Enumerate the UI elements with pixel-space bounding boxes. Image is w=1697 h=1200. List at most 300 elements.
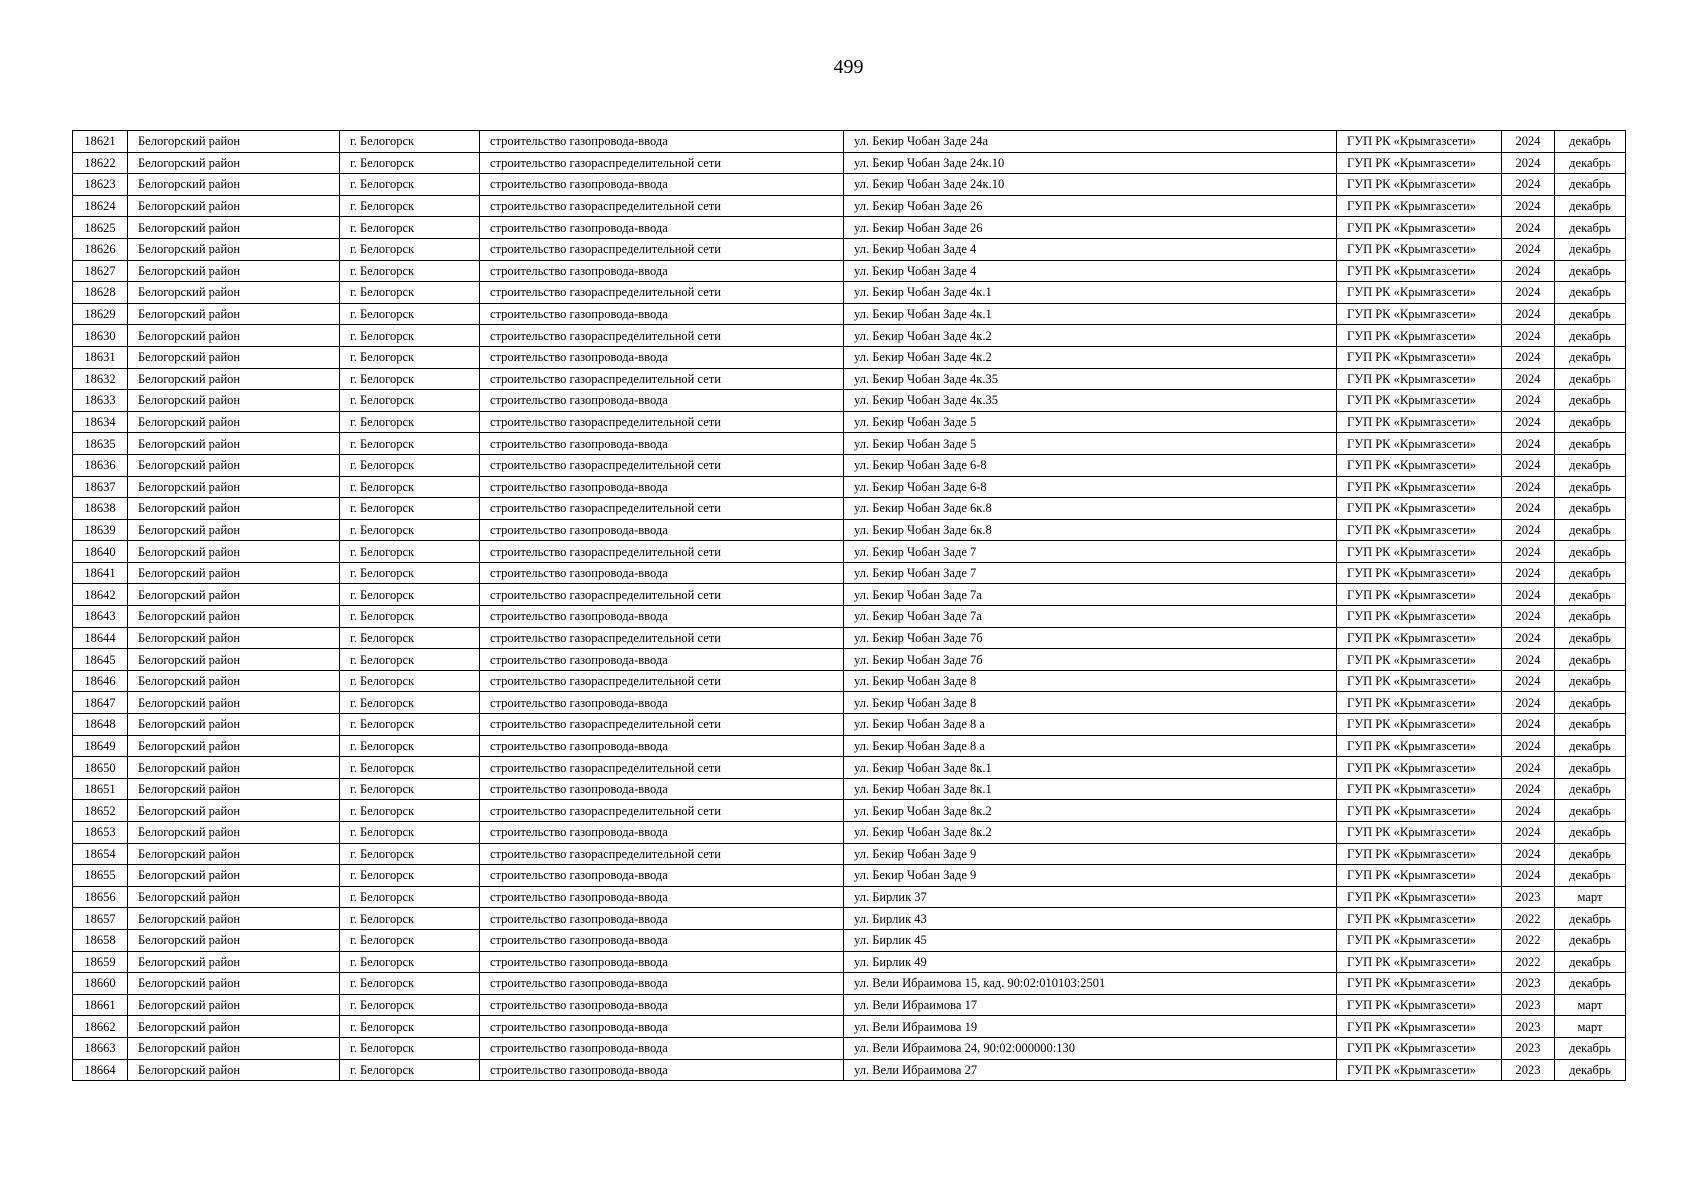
month-cell: декабрь bbox=[1555, 973, 1626, 995]
organization-cell: ГУП РК «Крымгазсети» bbox=[1337, 131, 1502, 153]
table-row bbox=[73, 195, 1626, 217]
work-type-cell: строительство газопровода-ввода bbox=[480, 217, 844, 239]
month-cell: декабрь bbox=[1555, 411, 1626, 433]
city-cell: г. Белогорск bbox=[340, 822, 480, 844]
district-cell: Белогорский район bbox=[128, 670, 340, 692]
city-cell: г. Белогорск bbox=[340, 627, 480, 649]
address-cell: ул. Бекир Чобан Заде 26 bbox=[844, 195, 1337, 217]
organization-cell: ГУП РК «Крымгазсети» bbox=[1337, 584, 1502, 606]
city-cell: г. Белогорск bbox=[340, 843, 480, 865]
month-cell: декабрь bbox=[1555, 692, 1626, 714]
month-cell: декабрь bbox=[1555, 346, 1626, 368]
address-cell: ул. Бекир Чобан Заде 24к.10 bbox=[844, 174, 1337, 196]
month-cell: декабрь bbox=[1555, 1037, 1626, 1059]
district-cell: Белогорский район bbox=[128, 131, 340, 153]
organization-cell: ГУП РК «Крымгазсети» bbox=[1337, 174, 1502, 196]
year-cell: 2023 bbox=[1502, 1059, 1555, 1081]
work-type-cell: строительство газопровода-ввода bbox=[480, 303, 844, 325]
table-row bbox=[73, 973, 1626, 995]
month-cell: декабрь bbox=[1555, 152, 1626, 174]
year-cell: 2024 bbox=[1502, 152, 1555, 174]
address-cell: ул. Бекир Чобан Заде 7 bbox=[844, 562, 1337, 584]
month-cell: декабрь bbox=[1555, 606, 1626, 628]
address-cell: ул. Бекир Чобан Заде 8к.1 bbox=[844, 778, 1337, 800]
organization-cell: ГУП РК «Крымгазсети» bbox=[1337, 541, 1502, 563]
month-cell: декабрь bbox=[1555, 843, 1626, 865]
table-row bbox=[73, 627, 1626, 649]
work-type-cell: строительство газопровода-ввода bbox=[480, 260, 844, 282]
table-row bbox=[73, 1016, 1626, 1038]
year-cell: 2024 bbox=[1502, 843, 1555, 865]
address-cell: ул. Бекир Чобан Заде 6к.8 bbox=[844, 519, 1337, 541]
year-cell: 2024 bbox=[1502, 368, 1555, 390]
city-cell: г. Белогорск bbox=[340, 951, 480, 973]
work-type-cell: строительство газораспределительной сети bbox=[480, 541, 844, 563]
district-cell: Белогорский район bbox=[128, 519, 340, 541]
address-cell: ул. Бекир Чобан Заде 7а bbox=[844, 606, 1337, 628]
address-cell: ул. Бирлик 45 bbox=[844, 929, 1337, 951]
month-cell: декабрь bbox=[1555, 865, 1626, 887]
table-row bbox=[73, 649, 1626, 671]
address-cell: ул. Бекир Чобан Заде 8к.2 bbox=[844, 800, 1337, 822]
city-cell: г. Белогорск bbox=[340, 778, 480, 800]
row-number: 18660 bbox=[73, 973, 128, 995]
organization-cell: ГУП РК «Крымгазсети» bbox=[1337, 260, 1502, 282]
work-type-cell: строительство газопровода-ввода bbox=[480, 519, 844, 541]
work-type-cell: строительство газораспределительной сети bbox=[480, 411, 844, 433]
work-type-cell: строительство газораспределительной сети bbox=[480, 670, 844, 692]
table-row bbox=[73, 670, 1626, 692]
district-cell: Белогорский район bbox=[128, 346, 340, 368]
organization-cell: ГУП РК «Крымгазсети» bbox=[1337, 454, 1502, 476]
district-cell: Белогорский район bbox=[128, 260, 340, 282]
table-row bbox=[73, 886, 1626, 908]
row-number: 18633 bbox=[73, 390, 128, 412]
city-cell: г. Белогорск bbox=[340, 411, 480, 433]
work-type-cell: строительство газораспределительной сети bbox=[480, 627, 844, 649]
organization-cell: ГУП РК «Крымгазсети» bbox=[1337, 908, 1502, 930]
year-cell: 2023 bbox=[1502, 994, 1555, 1016]
month-cell: декабрь bbox=[1555, 1059, 1626, 1081]
month-cell: декабрь bbox=[1555, 822, 1626, 844]
address-cell: ул. Бекир Чобан Заде 8 а bbox=[844, 735, 1337, 757]
row-number: 18631 bbox=[73, 346, 128, 368]
table-row bbox=[73, 282, 1626, 304]
city-cell: г. Белогорск bbox=[340, 454, 480, 476]
address-cell: ул. Вели Ибраимова 27 bbox=[844, 1059, 1337, 1081]
city-cell: г. Белогорск bbox=[340, 282, 480, 304]
work-type-cell: строительство газопровода-ввода bbox=[480, 929, 844, 951]
address-cell: ул. Бекир Чобан Заде 4к.35 bbox=[844, 390, 1337, 412]
address-cell: ул. Вели Ибраимова 17 bbox=[844, 994, 1337, 1016]
organization-cell: ГУП РК «Крымгазсети» bbox=[1337, 886, 1502, 908]
table-row bbox=[73, 260, 1626, 282]
table-row bbox=[73, 325, 1626, 347]
year-cell: 2024 bbox=[1502, 282, 1555, 304]
work-type-cell: строительство газопровода-ввода bbox=[480, 1016, 844, 1038]
district-cell: Белогорский район bbox=[128, 778, 340, 800]
city-cell: г. Белогорск bbox=[340, 1016, 480, 1038]
row-number: 18630 bbox=[73, 325, 128, 347]
city-cell: г. Белогорск bbox=[340, 217, 480, 239]
district-cell: Белогорский район bbox=[128, 368, 340, 390]
district-cell: Белогорский район bbox=[128, 195, 340, 217]
city-cell: г. Белогорск bbox=[340, 714, 480, 736]
city-cell: г. Белогорск bbox=[340, 670, 480, 692]
row-number: 18663 bbox=[73, 1037, 128, 1059]
month-cell: декабрь bbox=[1555, 735, 1626, 757]
organization-cell: ГУП РК «Крымгазсети» bbox=[1337, 238, 1502, 260]
work-type-cell: строительство газораспределительной сети bbox=[480, 368, 844, 390]
organization-cell: ГУП РК «Крымгазсети» bbox=[1337, 778, 1502, 800]
year-cell: 2024 bbox=[1502, 174, 1555, 196]
year-cell: 2024 bbox=[1502, 325, 1555, 347]
row-number: 18656 bbox=[73, 886, 128, 908]
district-cell: Белогорский район bbox=[128, 714, 340, 736]
work-type-cell: строительство газопровода-ввода bbox=[480, 562, 844, 584]
address-cell: ул. Бекир Чобан Заде 6к.8 bbox=[844, 498, 1337, 520]
district-cell: Белогорский район bbox=[128, 865, 340, 887]
year-cell: 2022 bbox=[1502, 908, 1555, 930]
address-cell: ул. Бекир Чобан Заде 9 bbox=[844, 843, 1337, 865]
work-type-cell: строительство газопровода-ввода bbox=[480, 822, 844, 844]
month-cell: декабрь bbox=[1555, 800, 1626, 822]
work-type-cell: строительство газопровода-ввода bbox=[480, 174, 844, 196]
city-cell: г. Белогорск bbox=[340, 1037, 480, 1059]
year-cell: 2024 bbox=[1502, 800, 1555, 822]
year-cell: 2024 bbox=[1502, 476, 1555, 498]
city-cell: г. Белогорск bbox=[340, 476, 480, 498]
row-number: 18636 bbox=[73, 454, 128, 476]
row-number: 18632 bbox=[73, 368, 128, 390]
district-cell: Белогорский район bbox=[128, 433, 340, 455]
district-cell: Белогорский район bbox=[128, 951, 340, 973]
work-type-cell: строительство газопровода-ввода bbox=[480, 390, 844, 412]
work-type-cell: строительство газораспределительной сети bbox=[480, 843, 844, 865]
city-cell: г. Белогорск bbox=[340, 908, 480, 930]
district-cell: Белогорский район bbox=[128, 692, 340, 714]
year-cell: 2023 bbox=[1502, 1037, 1555, 1059]
city-cell: г. Белогорск bbox=[340, 584, 480, 606]
table-row bbox=[73, 217, 1626, 239]
month-cell: март bbox=[1555, 886, 1626, 908]
organization-cell: ГУП РК «Крымгазсети» bbox=[1337, 433, 1502, 455]
city-cell: г. Белогорск bbox=[340, 649, 480, 671]
row-number: 18650 bbox=[73, 757, 128, 779]
work-type-cell: строительство газопровода-ввода bbox=[480, 1037, 844, 1059]
address-cell: ул. Вели Ибраимова 15, кад. 90:02:010103:2501 bbox=[844, 973, 1337, 995]
address-cell: ул. Бекир Чобан Заде 5 bbox=[844, 411, 1337, 433]
city-cell: г. Белогорск bbox=[340, 929, 480, 951]
year-cell: 2024 bbox=[1502, 195, 1555, 217]
row-number: 18629 bbox=[73, 303, 128, 325]
table-row bbox=[73, 303, 1626, 325]
table-row bbox=[73, 152, 1626, 174]
row-number: 18652 bbox=[73, 800, 128, 822]
district-cell: Белогорский район bbox=[128, 1016, 340, 1038]
district-cell: Белогорский район bbox=[128, 886, 340, 908]
work-type-cell: строительство газопровода-ввода bbox=[480, 131, 844, 153]
district-cell: Белогорский район bbox=[128, 584, 340, 606]
address-cell: ул. Бекир Чобан Заде 8 bbox=[844, 692, 1337, 714]
work-type-cell: строительство газопровода-ввода bbox=[480, 994, 844, 1016]
organization-cell: ГУП РК «Крымгазсети» bbox=[1337, 282, 1502, 304]
row-number: 18642 bbox=[73, 584, 128, 606]
organization-cell: ГУП РК «Крымгазсети» bbox=[1337, 195, 1502, 217]
month-cell: декабрь bbox=[1555, 929, 1626, 951]
month-cell: декабрь bbox=[1555, 649, 1626, 671]
city-cell: г. Белогорск bbox=[340, 174, 480, 196]
table-row bbox=[73, 714, 1626, 736]
organization-cell: ГУП РК «Крымгазсети» bbox=[1337, 843, 1502, 865]
city-cell: г. Белогорск bbox=[340, 390, 480, 412]
city-cell: г. Белогорск bbox=[340, 541, 480, 563]
district-cell: Белогорский район bbox=[128, 238, 340, 260]
row-number: 18641 bbox=[73, 562, 128, 584]
year-cell: 2024 bbox=[1502, 131, 1555, 153]
month-cell: декабрь bbox=[1555, 908, 1626, 930]
row-number: 18649 bbox=[73, 735, 128, 757]
city-cell: г. Белогорск bbox=[340, 800, 480, 822]
month-cell: март bbox=[1555, 994, 1626, 1016]
year-cell: 2024 bbox=[1502, 238, 1555, 260]
month-cell: декабрь bbox=[1555, 714, 1626, 736]
year-cell: 2024 bbox=[1502, 670, 1555, 692]
month-cell: декабрь bbox=[1555, 951, 1626, 973]
row-number: 18655 bbox=[73, 865, 128, 887]
table-row bbox=[73, 951, 1626, 973]
city-cell: г. Белогорск bbox=[340, 735, 480, 757]
address-cell: ул. Бекир Чобан Заде 7б bbox=[844, 627, 1337, 649]
month-cell: декабрь bbox=[1555, 325, 1626, 347]
work-type-cell: строительство газораспределительной сети bbox=[480, 454, 844, 476]
district-cell: Белогорский район bbox=[128, 325, 340, 347]
organization-cell: ГУП РК «Крымгазсети» bbox=[1337, 670, 1502, 692]
page-number: 499 bbox=[833, 56, 864, 78]
district-cell: Белогорский район bbox=[128, 303, 340, 325]
year-cell: 2024 bbox=[1502, 303, 1555, 325]
year-cell: 2024 bbox=[1502, 584, 1555, 606]
city-cell: г. Белогорск bbox=[340, 346, 480, 368]
address-cell: ул. Бекир Чобан Заде 26 bbox=[844, 217, 1337, 239]
city-cell: г. Белогорск bbox=[340, 238, 480, 260]
work-type-cell: строительство газораспределительной сети bbox=[480, 195, 844, 217]
address-cell: ул. Бекир Чобан Заде 4к.1 bbox=[844, 303, 1337, 325]
row-number: 18635 bbox=[73, 433, 128, 455]
work-type-cell: строительство газопровода-ввода bbox=[480, 908, 844, 930]
city-cell: г. Белогорск bbox=[340, 973, 480, 995]
year-cell: 2024 bbox=[1502, 735, 1555, 757]
organization-cell: ГУП РК «Крымгазсети» bbox=[1337, 994, 1502, 1016]
organization-cell: ГУП РК «Крымгазсети» bbox=[1337, 1037, 1502, 1059]
organization-cell: ГУП РК «Крымгазсети» bbox=[1337, 390, 1502, 412]
work-type-cell: строительство газораспределительной сети bbox=[480, 282, 844, 304]
row-number: 18634 bbox=[73, 411, 128, 433]
work-type-cell: строительство газопровода-ввода bbox=[480, 1059, 844, 1081]
organization-cell: ГУП РК «Крымгазсети» bbox=[1337, 929, 1502, 951]
address-cell: ул. Бирлик 49 bbox=[844, 951, 1337, 973]
month-cell: декабрь bbox=[1555, 368, 1626, 390]
organization-cell: ГУП РК «Крымгазсети» bbox=[1337, 822, 1502, 844]
row-number: 18647 bbox=[73, 692, 128, 714]
year-cell: 2024 bbox=[1502, 627, 1555, 649]
year-cell: 2024 bbox=[1502, 260, 1555, 282]
district-cell: Белогорский район bbox=[128, 476, 340, 498]
district-cell: Белогорский район bbox=[128, 1037, 340, 1059]
row-number: 18662 bbox=[73, 1016, 128, 1038]
row-number: 18628 bbox=[73, 282, 128, 304]
district-cell: Белогорский район bbox=[128, 822, 340, 844]
district-cell: Белогорский район bbox=[128, 843, 340, 865]
month-cell: декабрь bbox=[1555, 260, 1626, 282]
table-row bbox=[73, 174, 1626, 196]
organization-cell: ГУП РК «Крымгазсети» bbox=[1337, 519, 1502, 541]
row-number: 18654 bbox=[73, 843, 128, 865]
address-cell: ул. Бекир Чобан Заде 7 bbox=[844, 541, 1337, 563]
work-type-cell: строительство газораспределительной сети bbox=[480, 714, 844, 736]
city-cell: г. Белогорск bbox=[340, 303, 480, 325]
year-cell: 2024 bbox=[1502, 692, 1555, 714]
district-cell: Белогорский район bbox=[128, 174, 340, 196]
organization-cell: ГУП РК «Крымгазсети» bbox=[1337, 368, 1502, 390]
address-cell: ул. Вели Ибраимова 24, 90:02:000000:130 bbox=[844, 1037, 1337, 1059]
table-row bbox=[73, 411, 1626, 433]
organization-cell: ГУП РК «Крымгазсети» bbox=[1337, 800, 1502, 822]
address-cell: ул. Бекир Чобан Заде 4 bbox=[844, 260, 1337, 282]
organization-cell: ГУП РК «Крымгазсети» bbox=[1337, 1016, 1502, 1038]
month-cell: декабрь bbox=[1555, 476, 1626, 498]
row-number: 18627 bbox=[73, 260, 128, 282]
year-cell: 2023 bbox=[1502, 973, 1555, 995]
city-cell: г. Белогорск bbox=[340, 865, 480, 887]
organization-cell: ГУП РК «Крымгазсети» bbox=[1337, 325, 1502, 347]
table-row bbox=[73, 368, 1626, 390]
month-cell: декабрь bbox=[1555, 670, 1626, 692]
row-number: 18658 bbox=[73, 929, 128, 951]
row-number: 18639 bbox=[73, 519, 128, 541]
table-row bbox=[73, 929, 1626, 951]
district-cell: Белогорский район bbox=[128, 541, 340, 563]
address-cell: ул. Бекир Чобан Заде 4 bbox=[844, 238, 1337, 260]
table-row bbox=[73, 541, 1626, 563]
organization-cell: ГУП РК «Крымгазсети» bbox=[1337, 692, 1502, 714]
city-cell: г. Белогорск bbox=[340, 692, 480, 714]
work-type-cell: строительство газопровода-ввода bbox=[480, 649, 844, 671]
city-cell: г. Белогорск bbox=[340, 757, 480, 779]
address-cell: ул. Бекир Чобан Заде 8к.1 bbox=[844, 757, 1337, 779]
table-row bbox=[73, 692, 1626, 714]
row-number: 18626 bbox=[73, 238, 128, 260]
district-cell: Белогорский район bbox=[128, 800, 340, 822]
work-type-cell: строительство газопровода-ввода bbox=[480, 951, 844, 973]
work-type-cell: строительство газораспределительной сети bbox=[480, 325, 844, 347]
month-cell: декабрь bbox=[1555, 195, 1626, 217]
organization-cell: ГУП РК «Крымгазсети» bbox=[1337, 562, 1502, 584]
organization-cell: ГУП РК «Крымгазсети» bbox=[1337, 346, 1502, 368]
work-type-cell: строительство газораспределительной сети bbox=[480, 498, 844, 520]
work-type-cell: строительство газопровода-ввода bbox=[480, 778, 844, 800]
organization-cell: ГУП РК «Крымгазсети» bbox=[1337, 152, 1502, 174]
table-row bbox=[73, 994, 1626, 1016]
table-row bbox=[73, 800, 1626, 822]
organization-cell: ГУП РК «Крымгазсети» bbox=[1337, 865, 1502, 887]
year-cell: 2024 bbox=[1502, 649, 1555, 671]
address-cell: ул. Бекир Чобан Заде 7б bbox=[844, 649, 1337, 671]
organization-cell: ГУП РК «Крымгазсети» bbox=[1337, 303, 1502, 325]
year-cell: 2024 bbox=[1502, 390, 1555, 412]
address-cell: ул. Бекир Чобан Заде 24а bbox=[844, 131, 1337, 153]
table-row bbox=[73, 454, 1626, 476]
district-cell: Белогорский район bbox=[128, 735, 340, 757]
address-cell: ул. Бекир Чобан Заде 7а bbox=[844, 584, 1337, 606]
year-cell: 2022 bbox=[1502, 929, 1555, 951]
district-cell: Белогорский район bbox=[128, 973, 340, 995]
row-number: 18644 bbox=[73, 627, 128, 649]
table-row bbox=[73, 238, 1626, 260]
row-number: 18651 bbox=[73, 778, 128, 800]
work-type-cell: строительство газопровода-ввода bbox=[480, 692, 844, 714]
district-cell: Белогорский район bbox=[128, 390, 340, 412]
district-cell: Белогорский район bbox=[128, 929, 340, 951]
address-cell: ул. Бекир Чобан Заде 8 а bbox=[844, 714, 1337, 736]
table-row bbox=[73, 562, 1626, 584]
table-row bbox=[73, 476, 1626, 498]
row-number: 18640 bbox=[73, 541, 128, 563]
address-cell: ул. Бекир Чобан Заде 6-8 bbox=[844, 476, 1337, 498]
month-cell: декабрь bbox=[1555, 584, 1626, 606]
year-cell: 2024 bbox=[1502, 606, 1555, 628]
work-type-cell: строительство газораспределительной сети bbox=[480, 800, 844, 822]
organization-cell: ГУП РК «Крымгазсети» bbox=[1337, 606, 1502, 628]
year-cell: 2023 bbox=[1502, 886, 1555, 908]
organization-cell: ГУП РК «Крымгазсети» bbox=[1337, 498, 1502, 520]
city-cell: г. Белогорск bbox=[340, 433, 480, 455]
year-cell: 2024 bbox=[1502, 541, 1555, 563]
year-cell: 2024 bbox=[1502, 519, 1555, 541]
table-row bbox=[73, 843, 1626, 865]
district-cell: Белогорский район bbox=[128, 152, 340, 174]
district-cell: Белогорский район bbox=[128, 649, 340, 671]
registry-body bbox=[73, 131, 1626, 1081]
year-cell: 2024 bbox=[1502, 778, 1555, 800]
work-type-cell: строительство газопровода-ввода bbox=[480, 973, 844, 995]
row-number: 18622 bbox=[73, 152, 128, 174]
row-number: 18624 bbox=[73, 195, 128, 217]
city-cell: г. Белогорск bbox=[340, 994, 480, 1016]
address-cell: ул. Бекир Чобан Заде 4к.2 bbox=[844, 325, 1337, 347]
work-type-cell: строительство газопровода-ввода bbox=[480, 433, 844, 455]
district-cell: Белогорский район bbox=[128, 627, 340, 649]
row-number: 18664 bbox=[73, 1059, 128, 1081]
address-cell: ул. Вели Ибраимова 19 bbox=[844, 1016, 1337, 1038]
address-cell: ул. Бекир Чобан Заде 6-8 bbox=[844, 454, 1337, 476]
row-number: 18648 bbox=[73, 714, 128, 736]
address-cell: ул. Бекир Чобан Заде 8к.2 bbox=[844, 822, 1337, 844]
organization-cell: ГУП РК «Крымгазсети» bbox=[1337, 627, 1502, 649]
table-row bbox=[73, 735, 1626, 757]
work-type-cell: строительство газопровода-ввода bbox=[480, 346, 844, 368]
work-type-cell: строительство газопровода-ввода bbox=[480, 735, 844, 757]
row-number: 18646 bbox=[73, 670, 128, 692]
organization-cell: ГУП РК «Крымгазсети» bbox=[1337, 476, 1502, 498]
address-cell: ул. Бирлик 43 bbox=[844, 908, 1337, 930]
city-cell: г. Белогорск bbox=[340, 152, 480, 174]
month-cell: декабрь bbox=[1555, 131, 1626, 153]
organization-cell: ГУП РК «Крымгазсети» bbox=[1337, 735, 1502, 757]
address-cell: ул. Бекир Чобан Заде 4к.35 bbox=[844, 368, 1337, 390]
month-cell: декабрь bbox=[1555, 174, 1626, 196]
address-cell: ул. Бирлик 37 bbox=[844, 886, 1337, 908]
